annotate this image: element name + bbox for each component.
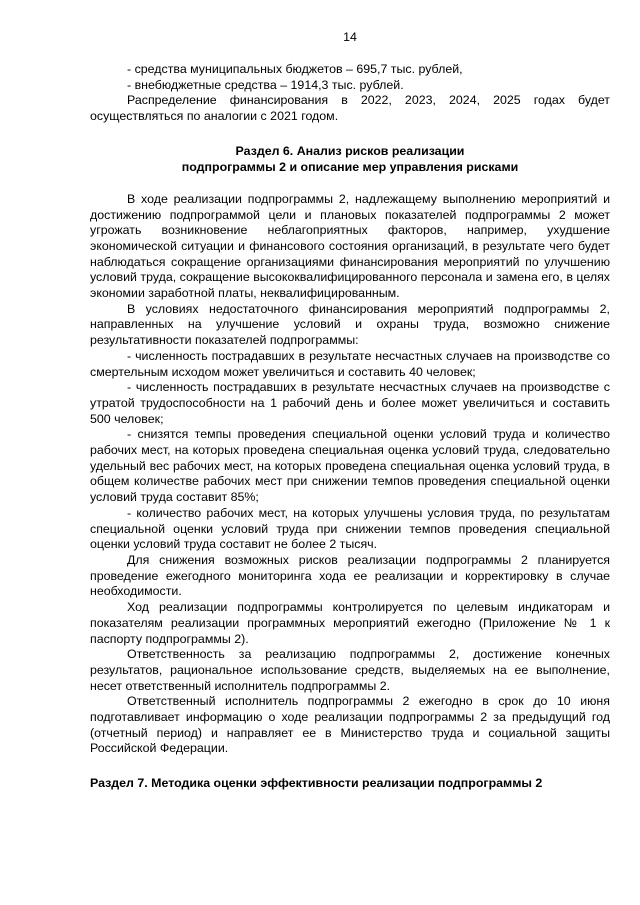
list-item-improved-workplaces: - количество рабочих мест, на которых улучшены условия труда, по результатам специальной оценки условий труда при снижении темпов проведения специальной оценки условий труда составит не более 2 тысяч.: [90, 505, 610, 552]
paragraph-monitoring: Для снижения возможных рисков реализации подпрограммы 2 планируется проведение ежегодного мониторинга хода ее реализации и корректировку в случае необходимости.: [90, 552, 610, 599]
funding-distribution-paragraph: Распределение финансирования в 2022, 2023, 2024, 2025 годах будет осуществляться по аналогии с 2021 годом.: [90, 93, 610, 124]
section-6-heading-line-2: подпрограммы 2 и описание мер управления рисками: [181, 159, 519, 174]
paragraph-control: Ход реализации подпрограммы контролируется по целевым индикаторам и показателям реализации программных мероприятий ежегодно (Приложение № 1 к паспорту подпрограммы 2).: [90, 600, 610, 646]
paragraph-insufficient-funding: В условиях недостаточного финансирования мероприятий подпрограммы 2, направленных на улучшение условий и охраны труда, возможно снижение результативности показателей подпрограммы:: [90, 301, 610, 348]
list-item-special-assessment: - снизятся темпы проведения специальной оценки условий труда и количество рабочих мест, на которых проведена специальная оценка условий труда, следовательно удельный вес рабочих мест, на которых проведена специальная оценка условий труда, в общем количестве рабочих мест при снижении темпов проведения специальной оценки условий труда составит 85%;: [90, 427, 610, 505]
paragraph-responsibility: Ответственность за реализацию подпрограммы 2, достижение конечных результатов, рациональное использование средств, выделяемых на ее выполнение, несет ответственный исполнитель подпрограммы 2.: [90, 647, 610, 693]
paragraph-reporting: Ответственный исполнитель подпрограммы 2 ежегодно в срок до 10 июня подготавливает информацию о ходе реализации подпрограммы 2 за предыдущий год (отчетный период) и направляет ее в Министерство труда и социальной защиты Российской Федерации.: [90, 694, 610, 756]
funding-line-municipal: - средства муниципальных бюджетов – 695,7 тыс. рублей,: [127, 62, 463, 76]
section-7-heading: Раздел 7. Методика оценки эффективности реализации подпрограммы 2: [90, 776, 543, 791]
page-number: 14: [343, 30, 357, 44]
paragraph-risk-factors: В ходе реализации подпрограммы 2, надлежащему выполнению мероприятий и достижению подпрограммой цели и плановых показателей подпрограммы 2 может угрожать возникновение неблагоприятных факторов, например, ухудшение экономической ситуации и финансового состояния организаций, в результате чего будет наблюдаться сокращение организациями финансирования мероприятий по улучшению условий труда, сокращение высококвалифицированного персонала и замена его, в целях экономии заработной платы, неквалифицированным.: [90, 191, 610, 301]
list-item-disability-accidents: - численность пострадавших в результате несчастных случаев на производстве с утратой трудоспособности на 1 рабочий день и более может увеличиться и составить 500 человек;: [90, 380, 610, 426]
section-6-heading: [90, 143, 610, 175]
section-6-heading-line-1: Раздел 6. Анализ рисков реализации: [235, 143, 465, 158]
funding-line-extrabudgetary: - внебюджетные средства – 1914,3 тыс. рублей.: [127, 77, 404, 92]
list-item-fatal-accidents: - численность пострадавших в результате несчастных случаев на производстве со смертельным исходом может увеличиться и составить 40 человек;: [90, 348, 610, 379]
